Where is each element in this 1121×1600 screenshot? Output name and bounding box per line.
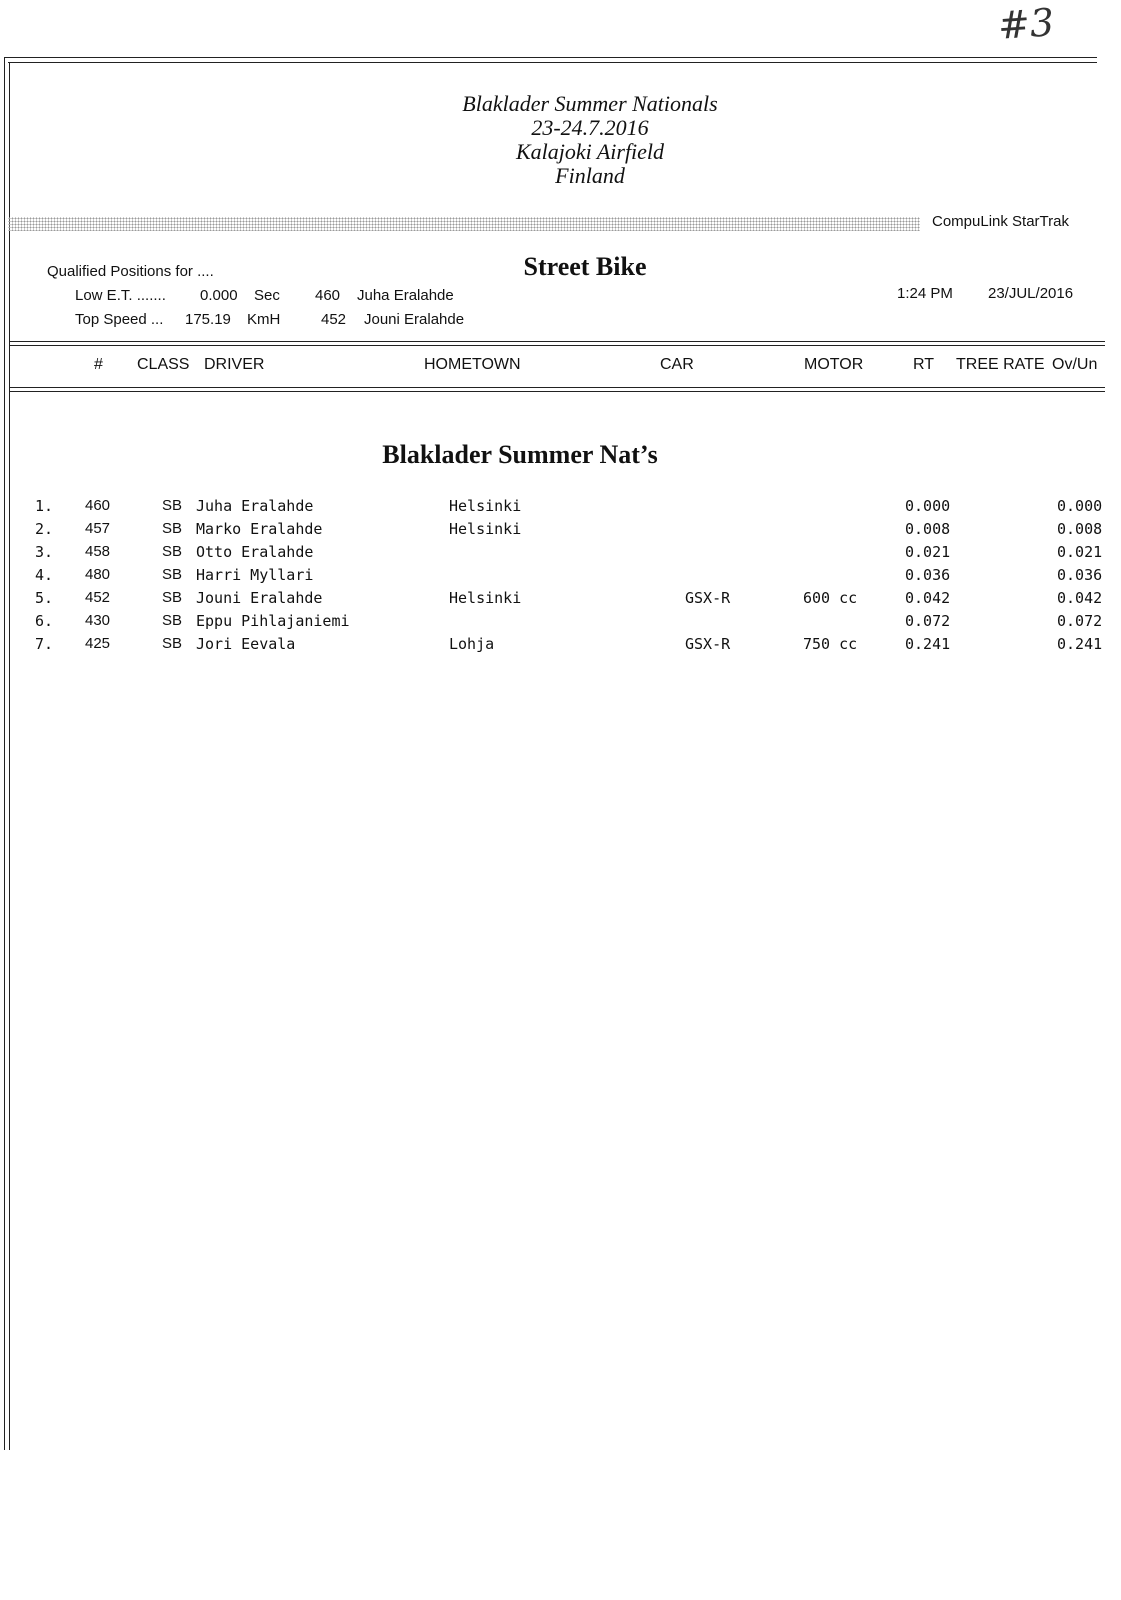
table-row	[0, 543, 1121, 566]
col-header-hometown: HOMETOWN	[424, 356, 521, 373]
top-rule	[4, 57, 1097, 58]
left-frame-outer	[4, 57, 5, 1450]
table-row	[0, 635, 1121, 658]
event-country: Finland	[555, 163, 625, 188]
table-row	[0, 520, 1121, 543]
hometown: Helsinki	[449, 497, 522, 515]
over-under: 0.000	[1057, 497, 1103, 515]
class: SB	[162, 520, 183, 537]
hometown: Helsinki	[449, 520, 522, 538]
header-rule-top-2	[9, 345, 1105, 346]
driver: Otto Eralahde	[196, 543, 314, 561]
class: SB	[162, 497, 183, 514]
car-number: 480	[85, 566, 111, 583]
qualified-heading: Qualified Positions for ....	[47, 263, 214, 280]
over-under: 0.241	[1057, 635, 1103, 653]
top-speed-driver: Jouni Eralahde	[364, 311, 465, 328]
top-speed-unit: KmH	[247, 311, 281, 328]
col-header-car: CAR	[660, 356, 694, 373]
dotted-separator	[8, 217, 920, 231]
position: 7.	[35, 635, 54, 653]
class: SB	[162, 612, 183, 629]
position: 3.	[35, 543, 54, 561]
class: SB	[162, 589, 183, 606]
low-et-label: Low E.T. .......	[75, 287, 166, 304]
driver: Jouni Eralahde	[196, 589, 323, 607]
top-speed-car-number: 452	[321, 311, 347, 328]
position: 6.	[35, 612, 54, 630]
brand-label: CompuLink StarTrak	[932, 213, 1069, 230]
event-header	[380, 92, 800, 188]
table-row	[0, 612, 1121, 635]
class: SB	[162, 566, 183, 583]
reaction-time: 0.000	[905, 497, 951, 515]
over-under: 0.008	[1057, 520, 1103, 538]
class: SB	[162, 635, 183, 652]
car-number: 452	[85, 589, 111, 606]
class-title: Street Bike	[523, 252, 647, 281]
table-row	[0, 497, 1121, 520]
low-et-value: 0.000	[200, 287, 238, 304]
top-rule-inner	[8, 62, 1097, 63]
position: 4.	[35, 566, 54, 584]
col-header-class: CLASS	[137, 356, 190, 373]
position: 1.	[35, 497, 54, 515]
hometown: Helsinki	[449, 589, 522, 607]
event-name: Blaklader Summer Nationals	[462, 91, 718, 116]
col-header-ov-un: Ov/Un	[1052, 356, 1098, 373]
report-time: 1:24 PM	[897, 285, 953, 302]
driver: Juha Eralahde	[196, 497, 314, 515]
car-number: 430	[85, 612, 111, 629]
reaction-time: 0.241	[905, 635, 951, 653]
top-speed-value: 175.19	[185, 311, 231, 328]
driver: Jori Eevala	[196, 635, 296, 653]
over-under: 0.072	[1057, 612, 1103, 630]
over-under: 0.021	[1057, 543, 1103, 561]
driver: Eppu Pihlajaniemi	[196, 612, 350, 630]
col-header-rt: RT	[913, 356, 935, 373]
driver: Harri Myllari	[196, 566, 314, 584]
driver: Marko Eralahde	[196, 520, 323, 538]
reaction-time: 0.042	[905, 589, 951, 607]
car-number: 458	[85, 543, 111, 560]
reaction-time: 0.008	[905, 520, 951, 538]
motor: 750 cc	[803, 635, 858, 653]
header-rule-bottom-2	[9, 391, 1105, 392]
header-rule-bottom	[9, 387, 1105, 388]
position: 2.	[35, 520, 54, 538]
col-header-number: #	[94, 356, 103, 373]
low-et-unit: Sec	[254, 287, 280, 304]
col-header-driver: DRIVER	[204, 356, 265, 373]
low-et-car-number: 460	[315, 287, 341, 304]
left-frame-inner	[9, 62, 10, 1450]
top-speed-label: Top Speed ...	[75, 311, 164, 328]
handwritten-page-mark: #3	[996, 0, 1056, 48]
car: GSX-R	[685, 635, 731, 653]
table-row	[0, 589, 1121, 612]
col-header-motor: MOTOR	[804, 356, 864, 373]
car-number: 457	[85, 520, 111, 537]
car-number: 425	[85, 635, 111, 652]
low-et-driver: Juha Eralahde	[357, 287, 454, 304]
event-venue: Kalajoki Airfield	[515, 139, 665, 164]
car-number: 460	[85, 497, 111, 514]
report-date: 23/JUL/2016	[988, 285, 1074, 302]
reaction-time: 0.021	[905, 543, 951, 561]
event-dates: 23-24.7.2016	[531, 115, 649, 140]
col-header-tree-rate: TREE RATE	[956, 356, 1045, 373]
section-title: Blaklader Summer Nat’s	[382, 440, 658, 469]
position: 5.	[35, 589, 54, 607]
motor: 600 cc	[803, 589, 858, 607]
car: GSX-R	[685, 589, 731, 607]
reaction-time: 0.072	[905, 612, 951, 630]
hometown: Lohja	[449, 635, 495, 653]
table-row	[0, 566, 1121, 589]
over-under: 0.036	[1057, 566, 1103, 584]
over-under: 0.042	[1057, 589, 1103, 607]
class: SB	[162, 543, 183, 560]
reaction-time: 0.036	[905, 566, 951, 584]
header-rule-top	[9, 341, 1105, 342]
